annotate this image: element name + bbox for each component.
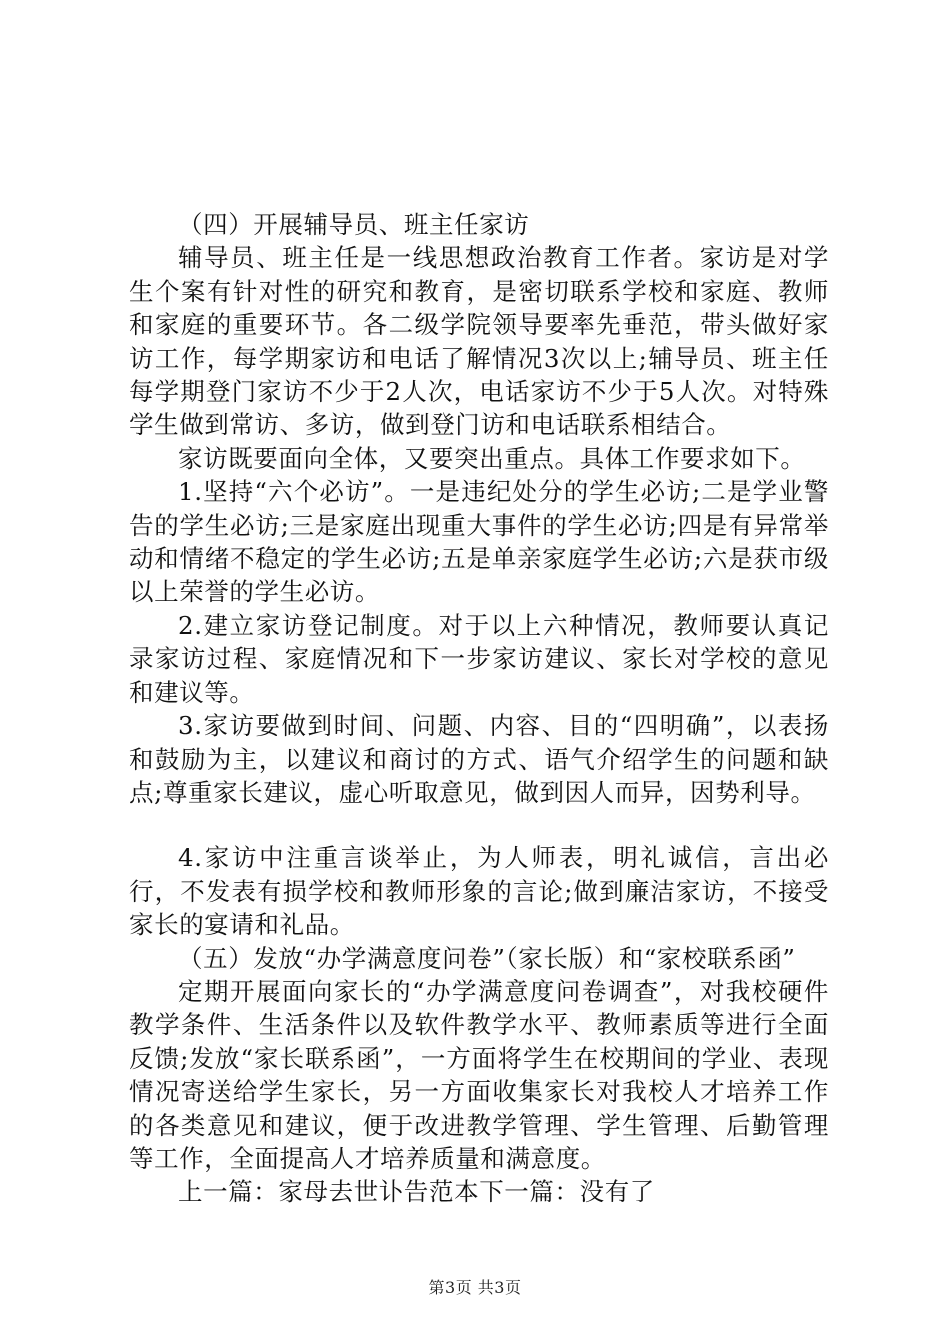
paragraph-requirements-intro: 家访既要面向全体，又要突出重点。具体工作要求如下。	[178, 443, 806, 473]
list-item-4: 4.家访中注重言谈举止，为人师表，明礼诚信，言出必行，不发表有损学校和教师形象的言论;做到廉洁家访，不接受家长的宴请和礼品。	[129, 843, 829, 940]
page-number-footer: 第3页 共3页	[428, 1278, 522, 1297]
list-item-3: 3.家访要做到时间、问题、内容、目的“四明确”，以表扬和鼓励为主，以建议和商讨的方式、语气介绍学生的问题和缺点;尊重家长建议，虚心听取意见，做到因人而异，因势利导。	[129, 711, 829, 807]
document-body	[129, 208, 829, 1209]
section-heading-5: （五）发放“办学满意度问卷”（家长版）和“家校联系函”	[178, 943, 796, 973]
section-heading-4: （四）开展辅导员、班主任家访	[178, 210, 530, 239]
paragraph-home-visit-intro: 辅导员、班主任是一线思想政治教育工作者。家访是对学生个案有针对性的研究和教育，是密切联系学校和家庭、教师和家庭的重要环节。各二级学院领导要率先垂范，带头做好家访工作，每学期家访和电话了解情况3次以上;辅导员、班主任每学期登门家访不少于2人次，电话家访不少于5人次。对特殊学生做到常访、多访，做到登门访和电话联系相结合。	[129, 243, 829, 440]
list-item-2: 2.建立家访登记制度。对于以上六种情况，教师要认真记录家访过程、家庭情况和下一步家访建议、家长对学校的意见和建议等。	[129, 610, 829, 707]
paragraph-survey: 定期开展面向家长的“办学满意度问卷调查”，对我校硬件教学条件、生活条件以及软件教学水平、教师素质等进行全面反馈;发放“家长联系函”，一方面将学生在校期间的学业、表现情况寄送给学生家长，另一方面收集家长对我校人才培养工作的各类意见和建议，便于改进教学管理、学生管理、后勤管理等工作，全面提高人才培养质量和满意度。	[129, 976, 829, 1173]
prev-next-navigation[interactable]: 上一篇：家母去世讣告范本下一篇：没有了	[178, 1177, 655, 1207]
list-item-1: 1.坚持“六个必访”。一是违纪处分的学生必访;二是学业警告的学生必访;三是家庭出现重大事件的学生必访;四是有异常举动和情绪不稳定的学生必访;五是单亲家庭学生必访;六是获市级以上荣誉的学生必访。	[129, 477, 829, 607]
